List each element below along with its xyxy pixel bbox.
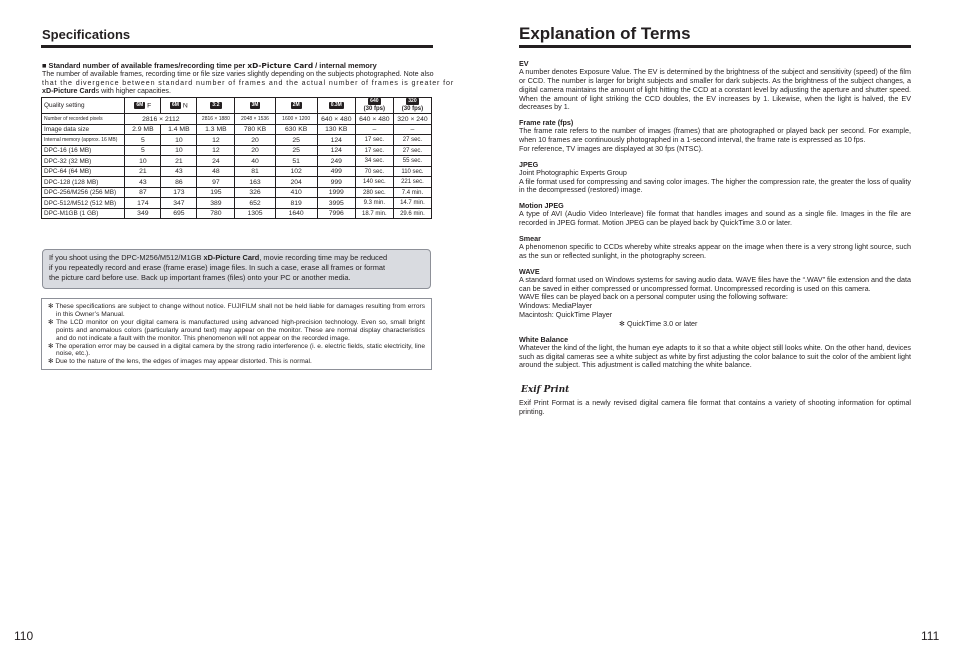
term-text: The frame rate refers to the number of images (frames) that are photographed or played back per second. For example, when 10 frames are continuously photographed in a 1-second interval, the frame rate is expressed as 10 fps. bbox=[519, 126, 911, 145]
table-cell: 389 bbox=[197, 198, 235, 209]
table-cell: 2.9 MB bbox=[125, 124, 161, 135]
table-cell: 195 bbox=[197, 187, 235, 198]
footnotes-box bbox=[41, 298, 432, 370]
table-cell: 10 bbox=[161, 135, 197, 146]
table-row bbox=[42, 114, 432, 125]
table-cell: 640 × 480 bbox=[317, 114, 355, 125]
table-cell: 780 bbox=[197, 208, 235, 219]
table-cell: 174 bbox=[125, 198, 161, 209]
page-number-left: 110 bbox=[14, 629, 34, 643]
term-title: Motion JPEG bbox=[519, 201, 564, 211]
table-cell: 27 sec. bbox=[393, 135, 431, 146]
table-cell: 17 sec. bbox=[355, 135, 393, 146]
term-text: A phenomenon specific to CCDs whereby white streaks appear on the image when there is a very strong light source, such as the sun or reflected sunlight, in the photography screen. bbox=[519, 241, 911, 260]
exif-print-logo-icon: Exif Print bbox=[521, 385, 570, 395]
table-cell: 652 bbox=[235, 198, 275, 209]
storage-label: Internal memory (approx. 16 MB) bbox=[42, 135, 125, 146]
table-cell: 130 KB bbox=[317, 124, 355, 135]
table-cell: 5 bbox=[125, 145, 161, 156]
table-cell: 20 bbox=[235, 135, 275, 146]
table-cell: 51 bbox=[275, 156, 317, 167]
table-cell: 1640 bbox=[275, 208, 317, 219]
table-cell: 140 sec. bbox=[355, 177, 393, 188]
table-cell: 18.7 min. bbox=[355, 208, 393, 219]
quality-header bbox=[235, 98, 275, 114]
quality-badge-icon: 0.3M bbox=[330, 102, 342, 108]
table-cell: 7.4 min. bbox=[393, 187, 431, 198]
table-row bbox=[42, 145, 432, 156]
table-cell: 124 bbox=[317, 145, 355, 156]
table-cell: 124 bbox=[317, 135, 355, 146]
table-cell: 410 bbox=[275, 187, 317, 198]
term-text: A number denotes Exposure Value. The EV is determined by the brightness of the subject and sensitivity (speed) of the film or CCD. The number is larger for bright subjects and smaller for dark subjects. As the brightness of the subject changes, a digital camera maintains the amount of light hitting the CCD at a constant level by adjusting the aperture and shutter speed. bbox=[519, 67, 911, 94]
term-text: A type of AVI (Audio Video Interleave) file format that handles images and sound as a single file. Images in the file are recorded in JPEG format. Motion JPEG can be played back by QuickTime 3.0 or later. bbox=[519, 209, 911, 228]
storage-label: DPC-128 (128 MB) bbox=[42, 177, 125, 188]
table-cell: 695 bbox=[161, 208, 197, 219]
table-cell: 110 sec. bbox=[393, 166, 431, 177]
table-cell: 10 bbox=[125, 156, 161, 167]
term-entry bbox=[519, 201, 911, 228]
term-text: Windows: MediaPlayer bbox=[519, 301, 593, 311]
term-title: WAVE bbox=[519, 266, 540, 276]
term-entry bbox=[519, 234, 911, 261]
table-cell: 10 bbox=[161, 145, 197, 156]
page-number-right: 111 bbox=[921, 629, 940, 643]
table-cell: 1999 bbox=[317, 187, 355, 198]
term-text: For reference, TV images are displayed at 30 fps (NTSC). bbox=[519, 143, 704, 153]
table-cell: 29.6 min. bbox=[393, 208, 431, 219]
table-cell: 499 bbox=[317, 166, 355, 177]
term-title: White Balance bbox=[519, 334, 569, 344]
table-cell: 48 bbox=[197, 166, 235, 177]
table-cell: 1305 bbox=[235, 208, 275, 219]
storage-label: DPC-32 (32 MB) bbox=[42, 156, 125, 167]
table-row bbox=[42, 208, 432, 219]
left-heading-rule bbox=[41, 45, 433, 48]
exif-print-block bbox=[519, 385, 911, 417]
table-cell: 40 bbox=[235, 156, 275, 167]
quality-badge-icon: 3:2 bbox=[212, 102, 220, 108]
table-cell: 3995 bbox=[317, 198, 355, 209]
table-cell: 1600 × 1200 bbox=[275, 114, 317, 125]
term-text: ✻ QuickTime 3.0 or later bbox=[619, 318, 698, 328]
term-title: Frame rate (fps) bbox=[519, 118, 574, 128]
table-row bbox=[42, 156, 432, 167]
table-cell: – bbox=[355, 124, 393, 135]
spec-table bbox=[41, 97, 432, 219]
term-text: Macintosh: QuickTime Player bbox=[519, 310, 613, 320]
table-cell: 9.3 min. bbox=[355, 198, 393, 209]
table-cell: 102 bbox=[275, 166, 317, 177]
table-cell: 25 bbox=[275, 145, 317, 156]
table-row bbox=[42, 187, 432, 198]
quality-header bbox=[197, 98, 235, 114]
pixels-label: Number of recorded pixels bbox=[42, 114, 125, 125]
storage-label: DPC-16 (16 MB) bbox=[42, 145, 125, 156]
table-cell: 204 bbox=[275, 177, 317, 188]
table-cell: 20 bbox=[235, 145, 275, 156]
table-row bbox=[42, 166, 432, 177]
table-cell: 1.4 MB bbox=[161, 124, 197, 135]
quality-header: 6M F bbox=[125, 98, 161, 114]
table-cell: 14.7 min. bbox=[393, 198, 431, 209]
table-cell: 81 bbox=[235, 166, 275, 177]
footnote: ✻ These specifications are subject to change without notice. FUJIFILM shall not be held liable for damages resulting from errors in this Owner’s Manual. bbox=[48, 303, 425, 318]
table-cell: 163 bbox=[235, 177, 275, 188]
table-cell: 70 sec. bbox=[355, 166, 393, 177]
section-title: ■ Standard number of available frames/recording time per xD-Picture Card / internal memory bbox=[42, 61, 377, 70]
footnote: ✻ The LCD monitor on your digital camera is manufactured using advanced high-precision technology. Even so, small bright points and anomalous colors (particularly around text) may appear on the monitor. These are normal display characteristics and do not indicate a fault with the monitor. This phenomenon will not appear on the recorded image. bbox=[48, 318, 425, 342]
quality-header bbox=[317, 98, 355, 114]
right-page-heading: Explanation of Terms bbox=[519, 24, 691, 43]
quality-header: 640 (30 fps) bbox=[355, 98, 393, 114]
table-row bbox=[42, 135, 432, 146]
table-cell: 249 bbox=[317, 156, 355, 167]
term-entry bbox=[519, 335, 911, 371]
table-cell: 2816 × 2112 bbox=[125, 114, 197, 125]
term-text: WAVE files can be played back on a personal computer using the following software: bbox=[519, 292, 788, 302]
quality-header: 320 (30 fps) bbox=[393, 98, 431, 114]
term-entry bbox=[519, 59, 911, 112]
table-cell: 326 bbox=[235, 187, 275, 198]
term-text: Joint Photographic Experts Group bbox=[519, 167, 627, 177]
term-title: EV bbox=[519, 59, 529, 68]
left-page-heading: Specifications bbox=[42, 27, 131, 42]
table-cell: – bbox=[393, 124, 431, 135]
table-cell: 780 KB bbox=[235, 124, 275, 135]
movie-recording-note: If you shoot using the DPC-M256/M512/M1GB xD-Picture Card, movie recording time may be reduced if you repeatedly record and erase (frame erase) image files. In such a case, erase all frames or format the picture card before use. Back up important frames (files) onto your PC or another media. bbox=[42, 249, 431, 289]
table-cell: 999 bbox=[317, 177, 355, 188]
storage-label: DPC-64 (64 MB) bbox=[42, 166, 125, 177]
footnote: ✻ Due to the nature of the lens, the edges of images may appear distorted. This is normal. bbox=[48, 358, 312, 366]
table-cell: 87 bbox=[125, 187, 161, 198]
table-cell: 630 KB bbox=[275, 124, 317, 135]
term-text: When the amount of light striking the CCD doubles, the EV increases by 1. Likewise, when the light is halved, the EV decreases by 1. bbox=[519, 93, 911, 112]
table-cell: 1.3 MB bbox=[197, 124, 235, 135]
exif-print-text: Exif Print Format is a newly revised digital camera file format that contains a variety of shooting information for optimal printing. bbox=[519, 398, 911, 416]
table-cell: 5 bbox=[125, 135, 161, 146]
table-cell: 43 bbox=[125, 177, 161, 188]
table-cell: 221 sec. bbox=[393, 177, 431, 188]
quality-badge-icon: 320 bbox=[408, 98, 417, 104]
table-cell: 2816 × 1880 bbox=[197, 114, 235, 125]
table-cell: 640 × 480 bbox=[355, 114, 393, 125]
table-cell: 347 bbox=[161, 198, 197, 209]
term-entry bbox=[519, 160, 911, 196]
table-cell: 43 bbox=[161, 166, 197, 177]
table-cell: 25 bbox=[275, 135, 317, 146]
footnote: ✻ The operation error may be caused in a digital camera by the strong radio interference (i. e. electric fields, static electricity, line noise, etc.). bbox=[48, 342, 425, 358]
term-text: Whatever the kind of the light, the human eye adapts to it so that a white object still looks white. On the other hand, devices such as digital cameras see a white subject as white by first adjusting the color balance to suit the color of the ambient light around the subject. This adjustment is called matching the white balance. bbox=[519, 342, 911, 370]
table-cell: 280 sec. bbox=[355, 187, 393, 198]
table-cell: 86 bbox=[161, 177, 197, 188]
table-row bbox=[42, 177, 432, 188]
table-cell: 97 bbox=[197, 177, 235, 188]
table-cell: 320 × 240 bbox=[393, 114, 431, 125]
right-heading-rule bbox=[519, 45, 911, 48]
quality-badge-icon: 3M bbox=[251, 102, 259, 108]
intro-text: The number of available frames, recording time or file size varies slightly depending on the subjects photographed. Note also that the divergence between standard number of frames and the actual number of frames is greater for xD-Picture Cards with higher capacities. bbox=[42, 70, 455, 96]
quality-badge-icon: 6M bbox=[171, 102, 179, 108]
table-header-row bbox=[42, 98, 432, 114]
term-title: JPEG bbox=[519, 159, 539, 169]
term-text: A standard format used on Windows systems for saving audio data. WAVE files have the “.WAV” file extension and the data can be saved in either compressed or uncompressed format. Uncompressed recording is used on this camera. bbox=[519, 274, 911, 293]
term-entry bbox=[519, 267, 911, 329]
term-text: A file format used for compressing and saving color images. The higher the compression rate, the greater the loss of quality in the decompressed (restored) image. bbox=[519, 176, 911, 195]
table-cell: 2048 × 1536 bbox=[235, 114, 275, 125]
table-cell: 34 sec. bbox=[355, 156, 393, 167]
quality-badge-icon: 6M bbox=[136, 102, 144, 108]
quality-label: Quality setting bbox=[42, 98, 125, 114]
table-cell: 12 bbox=[197, 145, 235, 156]
table-cell: 819 bbox=[275, 198, 317, 209]
term-title: Smear bbox=[519, 233, 541, 243]
term-entry bbox=[519, 118, 911, 154]
storage-label: DPC-512/M512 (512 MB) bbox=[42, 198, 125, 209]
quality-badge-icon: 2M bbox=[292, 102, 300, 108]
table-cell: 24 bbox=[197, 156, 235, 167]
table-cell: 21 bbox=[125, 166, 161, 177]
table-cell: 55 sec. bbox=[393, 156, 431, 167]
table-cell: 173 bbox=[161, 187, 197, 198]
quality-badge-icon: 640 bbox=[370, 98, 379, 104]
storage-label: DPC-256/M256 (256 MB) bbox=[42, 187, 125, 198]
table-row bbox=[42, 124, 432, 135]
quality-header: 6M N bbox=[161, 98, 197, 114]
quality-header bbox=[275, 98, 317, 114]
table-cell: 7996 bbox=[317, 208, 355, 219]
table-cell: 349 bbox=[125, 208, 161, 219]
table-cell: 17 sec. bbox=[355, 145, 393, 156]
table-row bbox=[42, 198, 432, 209]
storage-label: DPC-M1GB (1 GB) bbox=[42, 208, 125, 219]
table-cell: 27 sec. bbox=[393, 145, 431, 156]
size-label: Image data size bbox=[42, 124, 125, 135]
terms-list bbox=[519, 55, 911, 370]
table-cell: 21 bbox=[161, 156, 197, 167]
table-cell: 12 bbox=[197, 135, 235, 146]
